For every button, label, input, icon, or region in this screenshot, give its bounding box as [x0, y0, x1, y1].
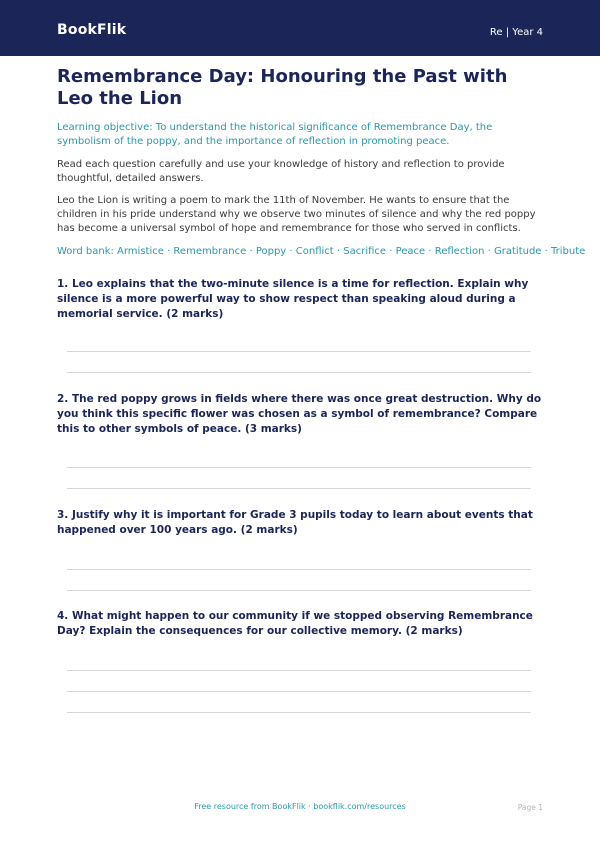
page-title: Remembrance Day: Honouring the Past with Leo the Lion — [57, 66, 508, 109]
answer-line[interactable] — [67, 590, 531, 591]
intro-text: Leo the Lion is writing a poem to mark the 11th of November. He wants to ensure that the children in his pride understand why we observe two minutes of silence and why the red poppy has become a universal symbol of hope and remembrance for those who served in conflicts. — [57, 195, 536, 234]
word-bank: Word bank: Armistice · Remembrance · Poppy · Conflict · Sacrifice · Peace · Reflection · Gratitude · Tribute — [57, 246, 586, 257]
question-2: 2. The red poppy grows in fields where there was once great destruction. Why do you think this specific flower was chosen as a symbol of remembrance? Compare this to other symbols of peace. (3 marks) — [57, 393, 542, 435]
answer-line[interactable] — [67, 670, 531, 671]
footer-text: Free resource from BookFlik · bookflik.com/resources — [194, 802, 406, 811]
subject-year-label: Re | Year 4 — [489, 27, 543, 38]
brand-logo: BookFlik — [57, 22, 127, 38]
answer-line[interactable] — [67, 569, 531, 570]
answer-line[interactable] — [67, 691, 531, 692]
answer-line[interactable] — [67, 372, 531, 373]
answer-line[interactable] — [67, 467, 531, 468]
instructions-text: Read each question carefully and use your knowledge of history and reflection to provide thoughtful, detailed answers. — [57, 159, 505, 184]
answer-line[interactable] — [67, 351, 531, 352]
learning-objective: Learning objective: To understand the historical significance of Remembrance Day, the symbolism of the poppy, and the importance of reflection in promoting peace. — [57, 122, 493, 147]
question-1: 1. Leo explains that the two-minute silence is a time for reflection. Explain why silence is a more powerful way to show respect than speaking aloud during a memorial service. (2 marks) — [57, 278, 529, 320]
question-4: 4. What might happen to our community if we stopped observing Remembrance Day? Explain the consequences for our collective memory. (2 marks) — [57, 610, 533, 637]
answer-line[interactable] — [67, 712, 531, 713]
header-bar — [0, 0, 600, 56]
question-3: 3. Justify why it is important for Grade 3 pupils today to learn about events that happened over 100 years ago. (2 marks) — [57, 509, 533, 536]
answer-line[interactable] — [67, 488, 531, 489]
page-number: Page 1 — [517, 803, 543, 812]
